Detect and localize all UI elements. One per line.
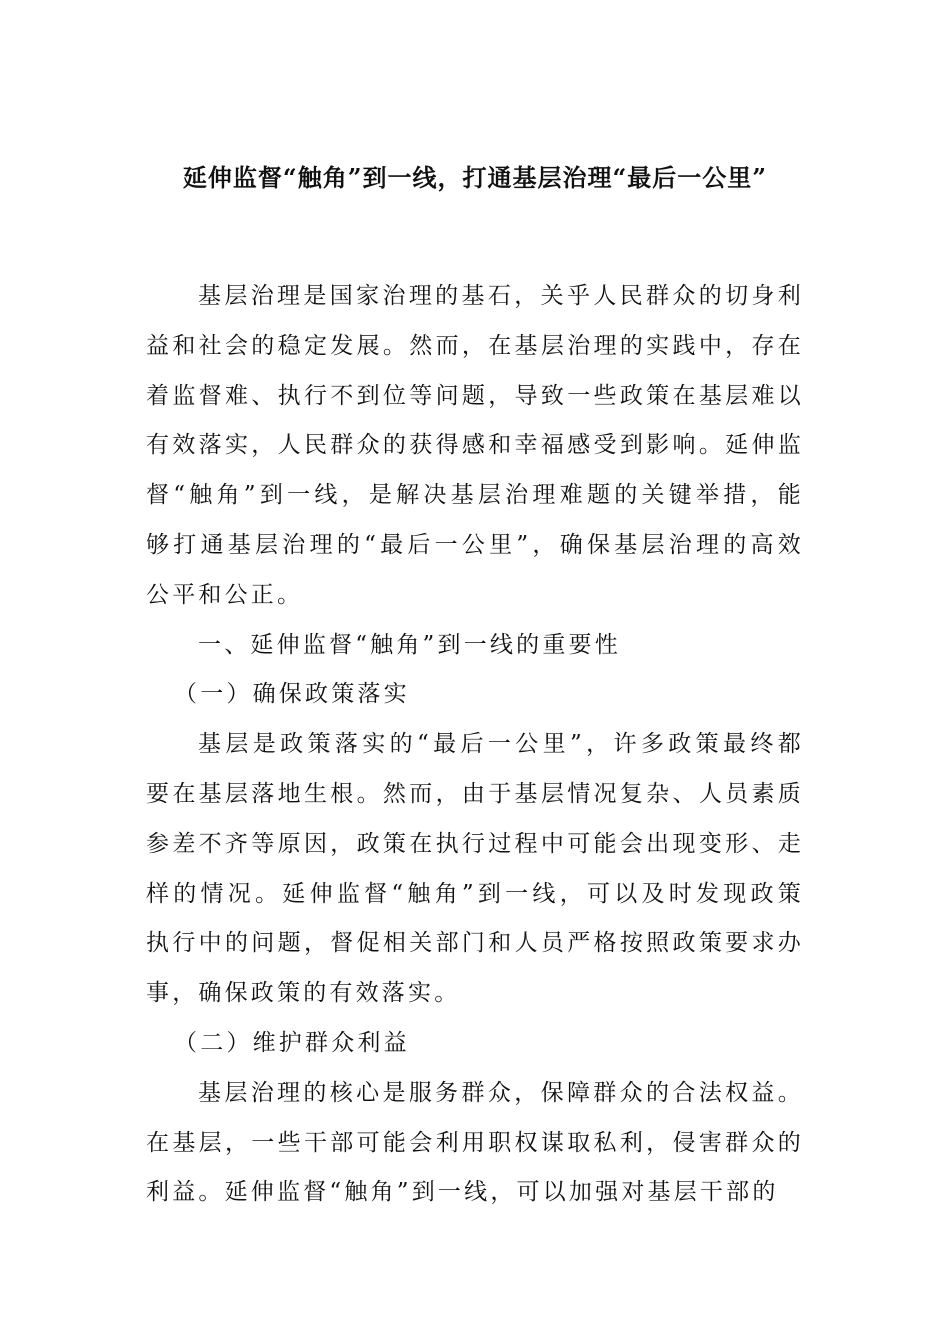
paragraph-intro: 基层治理是国家治理的基石，关乎人民群众的切身利益和社会的稳定发展。然而，在基层治理的实践中，存在着监督难、执行不到位等问题，导致一些政策在基层难以有效落实，人民群众的获得感和幸福感受到影响。延伸监督“触角”到一线，是解决基层治理难题的关键举措，能够打通基层治理的“最后一公里”，确保基层治理的高效公平和公正。 <box>146 283 804 608</box>
paragraph-policy-implementation: 基层是政策落实的“最后一公里”，许多政策最终都要在基层落地生根。然而，由于基层情况复杂、人员素质参差不齐等原因，政策在执行过程中可能会出现变形、走样的情况。延伸监督“触角”到一线，可以及时发现政策执行中的问题，督促相关部门和人员严格按照政策要求办事，确保政策的有效落实。 <box>146 731 804 1007</box>
subheading-policy-implementation: （一）确保政策落实 <box>174 681 410 708</box>
paragraph-public-interest: 基层治理的核心是服务群众，保障群众的合法权益。在基层，一些干部可能会利用职权谋取私利，侵害群众的利益。延伸监督“触角”到一线，可以加强对基层干部的 <box>146 1079 804 1206</box>
section-heading-importance: 一、延伸监督“触角”到一线的重要性 <box>198 631 621 658</box>
document-body <box>146 272 804 1218</box>
subheading-public-interest: （二）维护群众利益 <box>174 1029 410 1056</box>
document-title: 延伸监督“触角”到一线，打通基层治理“最后一公里” <box>182 163 768 192</box>
